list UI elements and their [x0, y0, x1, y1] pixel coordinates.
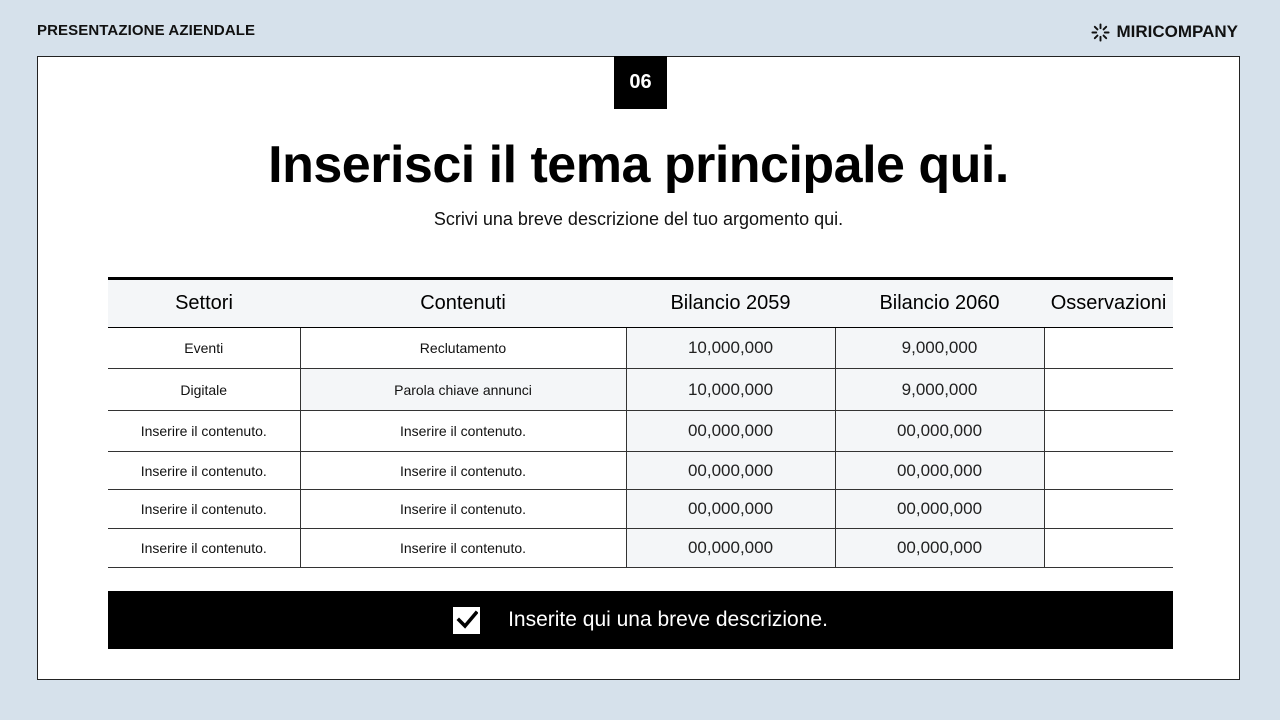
table-header-row — [108, 279, 1173, 328]
table-row — [108, 411, 1173, 452]
table-cell: 00,000,000 — [626, 490, 835, 529]
table-cell: Inserire il contenuto. — [300, 490, 626, 529]
table-cell: Inserire il contenuto. — [300, 529, 626, 568]
slide-card — [37, 56, 1240, 680]
sunburst-icon — [1091, 23, 1110, 42]
header-bilancio-2059: Bilancio 2059 — [626, 279, 835, 328]
table-cell: 00,000,000 — [626, 452, 835, 490]
brand-logo — [1091, 22, 1238, 42]
table-cell: 9,000,000 — [835, 369, 1044, 411]
table-cell: 00,000,000 — [626, 411, 835, 452]
banner-text: Inserite qui una breve descrizione. — [508, 608, 828, 631]
checkbox-icon — [453, 607, 480, 634]
header-bilancio-2060: Bilancio 2060 — [835, 279, 1044, 328]
header-settori: Settori — [108, 279, 300, 328]
header-contenuti: Contenuti — [300, 279, 626, 328]
table-cell: 00,000,000 — [835, 529, 1044, 568]
table-cell: Digitale — [108, 369, 300, 411]
header-osservazioni: Osservazioni — [1044, 279, 1173, 328]
brand-name: MIRICOMPANY — [1116, 22, 1238, 41]
table-cell — [1044, 328, 1173, 369]
table-row — [108, 369, 1173, 411]
table-cell: Inserire il contenuto. — [108, 490, 300, 529]
table-cell — [1044, 369, 1173, 411]
slide-title: Inserisci il tema principale qui. — [268, 136, 1009, 194]
table-cell: Inserire il contenuto. — [108, 411, 300, 452]
table-row — [108, 529, 1173, 568]
budget-table — [108, 277, 1173, 568]
table-row — [108, 452, 1173, 490]
page-number-badge: 06 — [614, 56, 667, 109]
table-cell — [1044, 452, 1173, 490]
table-cell: Inserire il contenuto. — [108, 452, 300, 490]
table-cell — [1044, 490, 1173, 529]
table-cell: 00,000,000 — [835, 452, 1044, 490]
table-cell: Parola chiave annunci — [300, 369, 626, 411]
checkmark-icon — [456, 609, 478, 631]
table-cell — [1044, 529, 1173, 568]
table-cell: 10,000,000 — [626, 369, 835, 411]
table-cell: 00,000,000 — [835, 490, 1044, 529]
table-cell: 10,000,000 — [626, 328, 835, 369]
table-cell — [1044, 411, 1173, 452]
table-cell: Reclutamento — [300, 328, 626, 369]
presentation-label: PRESENTAZIONE AZIENDALE — [37, 22, 256, 39]
table-cell: Inserire il contenuto. — [300, 411, 626, 452]
table-cell: Inserire il contenuto. — [300, 452, 626, 490]
table-row — [108, 490, 1173, 529]
table-cell: 00,000,000 — [626, 529, 835, 568]
table-cell: Eventi — [108, 328, 300, 369]
slide-subtitle: Scrivi una breve descrizione del tuo argomento qui. — [433, 209, 844, 229]
table-row — [108, 328, 1173, 369]
table-cell: 00,000,000 — [835, 411, 1044, 452]
table-cell: Inserire il contenuto. — [108, 529, 300, 568]
table-cell: 9,000,000 — [835, 328, 1044, 369]
summary-banner — [108, 591, 1173, 649]
